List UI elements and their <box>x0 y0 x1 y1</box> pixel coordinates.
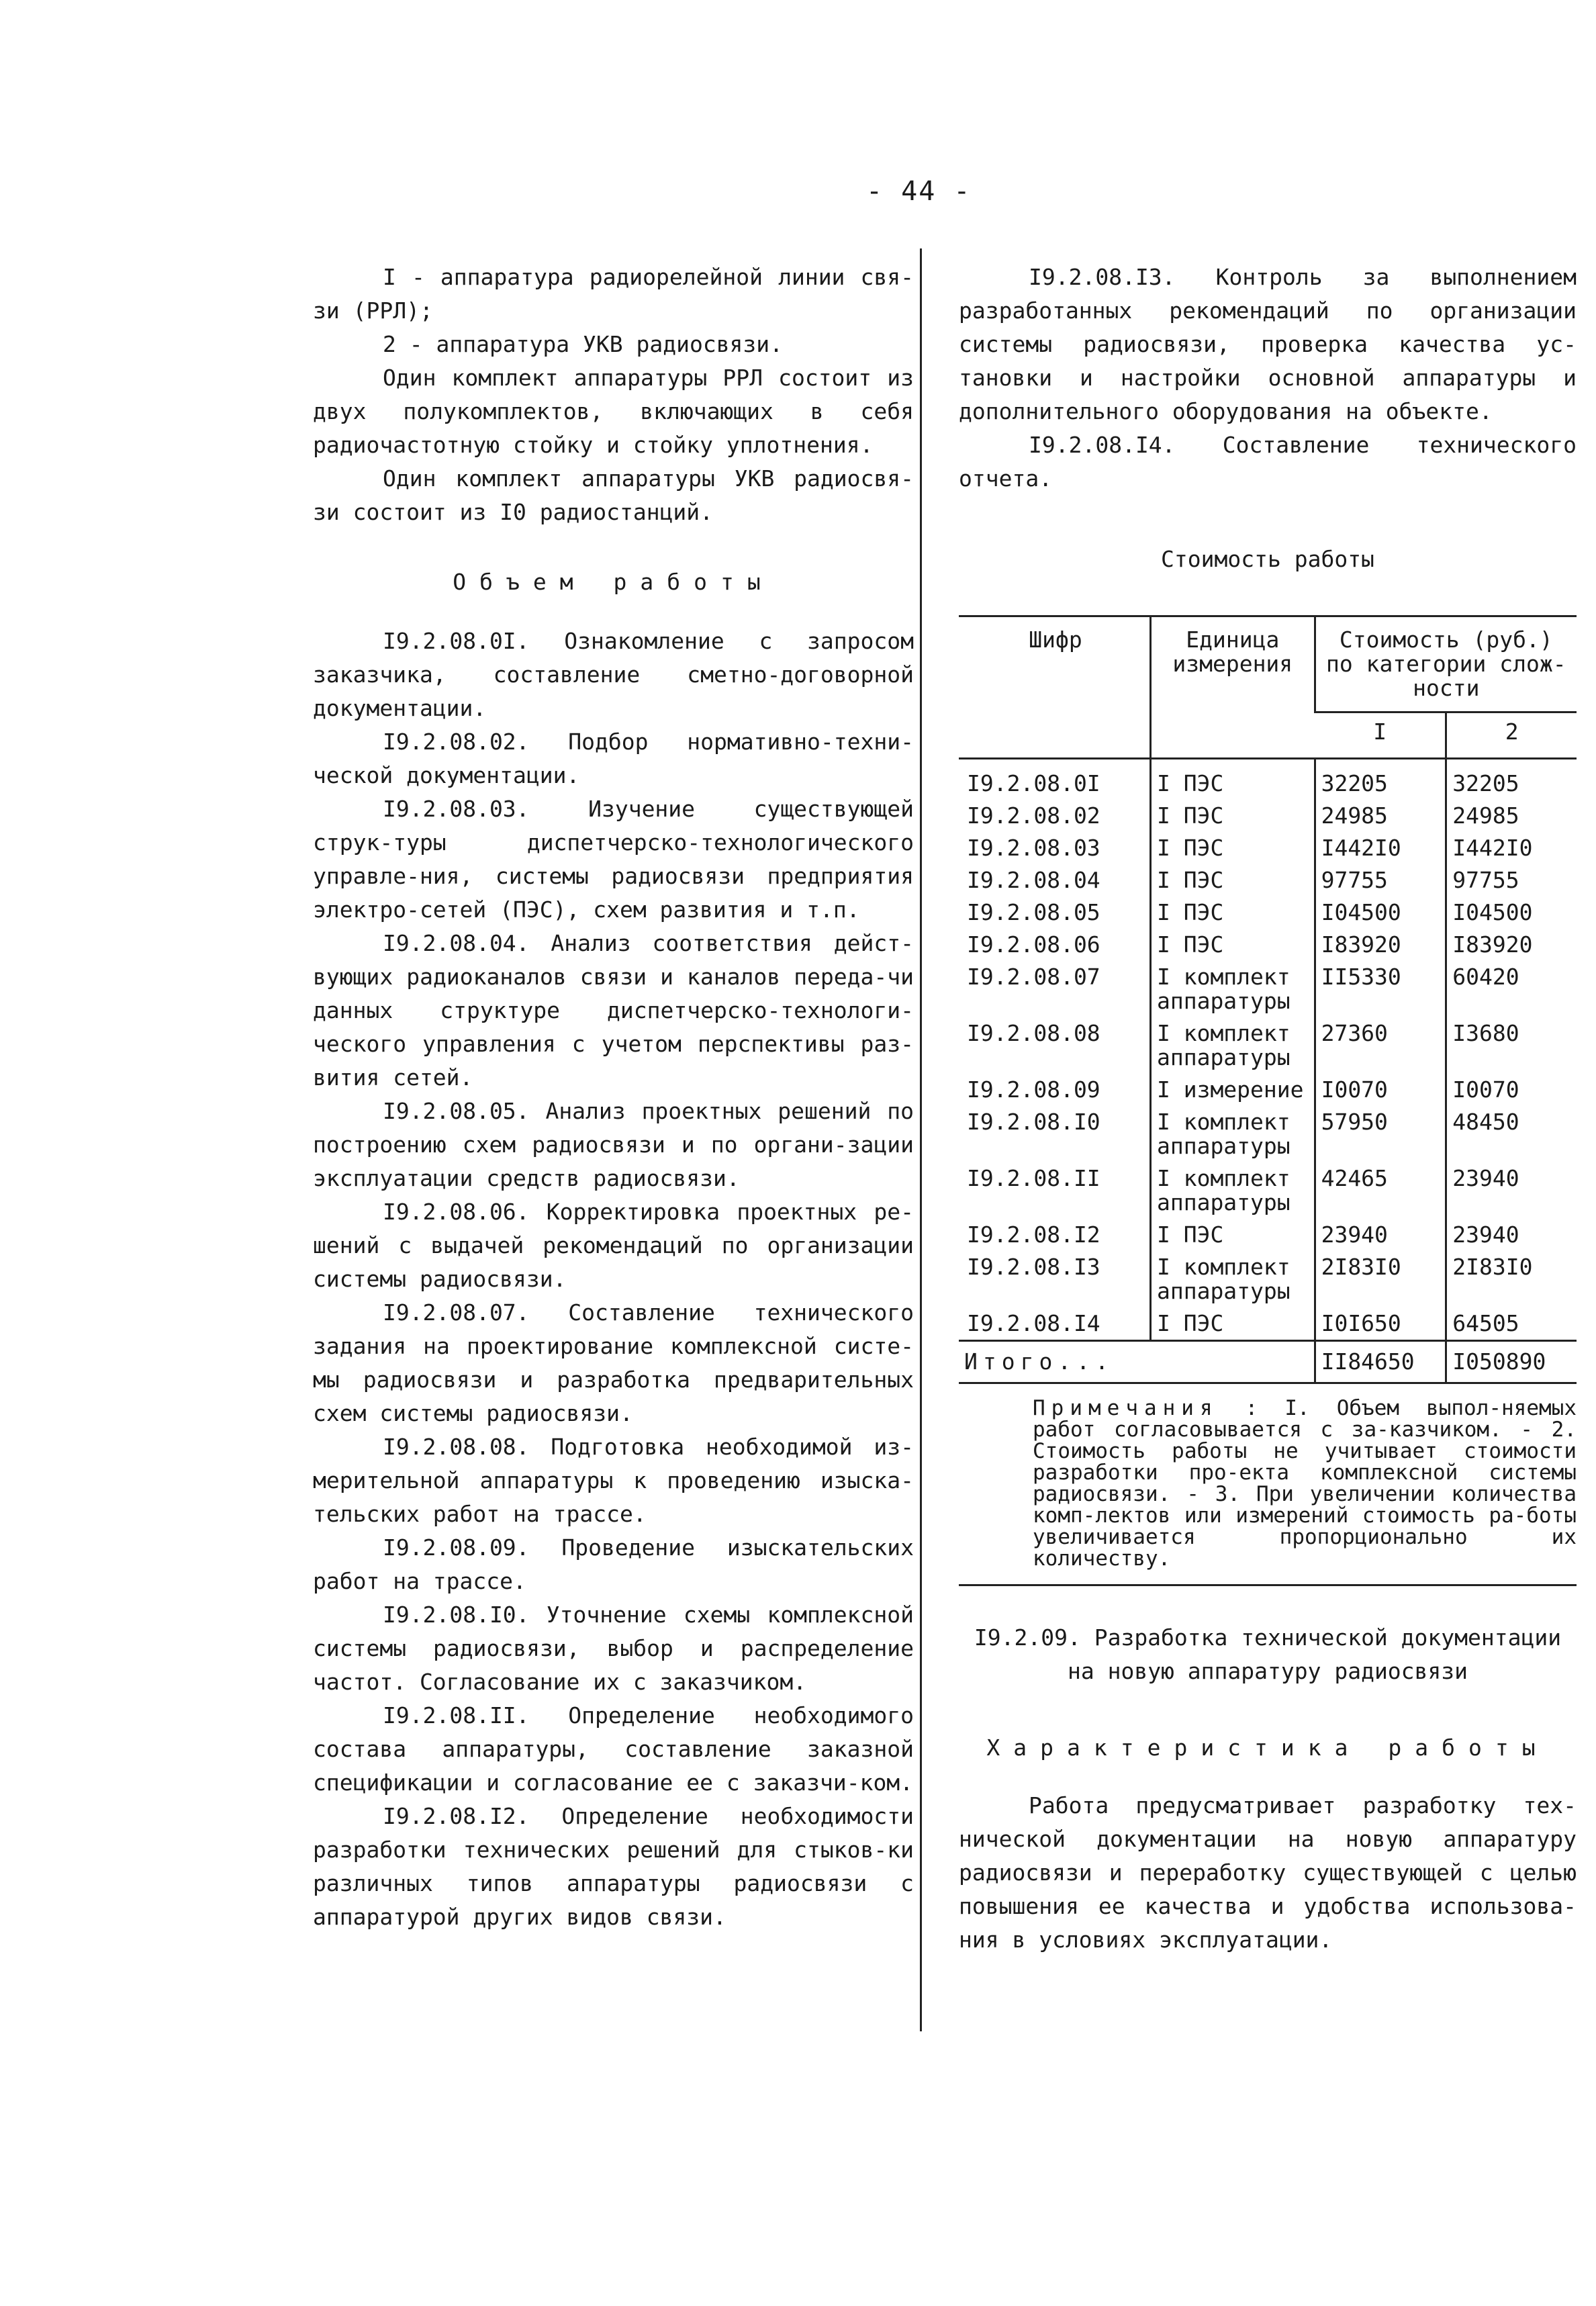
row-cost-category-2: I3680 <box>1446 1017 1577 1074</box>
row-cost-category-1: 2I83I0 <box>1315 1251 1446 1307</box>
intro-paragraph: Один комплект аппаратуры РРЛ состоит из двух полукомплектов, включающих в себя радиочастотную стойку и стойку уплотнения. <box>313 365 914 458</box>
work-item: I9.2.08.04. Анализ соответствия дейст-вующих радиоканалов связи и каналов переда-чи данных структуре диспетчерско-технологи-ческого управления с учетом перспективы раз-вития сетей. <box>313 930 914 1091</box>
work-item: I9.2.08.I4. Составление технического отчета. <box>959 432 1577 492</box>
row-unit: I ПЭС <box>1150 896 1315 929</box>
row-cost-category-1: 42465 <box>1315 1162 1446 1219</box>
work-item: I9.2.08.I0. Уточнение схемы комплексной системы радиосвязи, выбор и распределение частот. Согласование их с заказчиком. <box>313 1602 914 1695</box>
intro-paragraph: Один комплект аппаратуры УКВ радиосвя-зи состоит из I0 радиостанций. <box>313 465 914 525</box>
row-unit: I комплект аппаратуры <box>1150 1106 1315 1162</box>
row-code: I9.2.08.09 <box>967 1076 1100 1103</box>
left-column <box>313 261 914 1934</box>
row-cost-category-1: 24985 <box>1315 800 1446 832</box>
table-row <box>959 832 1577 864</box>
intro-paragraph: I - аппаратура радиорелейной линии свя-зи (РРЛ); <box>313 264 914 324</box>
table-row <box>959 929 1577 961</box>
work-item: I9.2.08.I2. Определение необходимости разработки технических решений для стыков-ки различных типов аппаратуры радиосвязи с аппаратурой других видов связи. <box>313 1803 914 1930</box>
header-cost: Стоимость (руб.) по категории слож-ности <box>1315 617 1577 712</box>
work-item: I9.2.08.08. Подготовка необходимой из-мерительной аппаратуры к проведению изыска-тельских работ на трассе. <box>313 1434 914 1527</box>
row-unit: I ПЭС <box>1150 1219 1315 1251</box>
column-divider <box>920 248 922 2031</box>
row-cost-category-1: 27360 <box>1315 1017 1446 1074</box>
table-row <box>959 1074 1577 1106</box>
subsection-title-line-1: I9.2.09. Разработка технической документации <box>974 1624 1562 1651</box>
section-heading-scope: Объем работы <box>453 569 774 595</box>
table-row <box>959 961 1577 1017</box>
header-unit: Единица измерения <box>1150 617 1315 759</box>
table-row <box>959 1017 1577 1074</box>
cost-table <box>959 617 1577 1384</box>
table-row <box>959 1307 1577 1341</box>
total-category-2: I050890 <box>1446 1341 1577 1383</box>
row-cost-category-2: 48450 <box>1446 1106 1577 1162</box>
row-cost-category-1: I442I0 <box>1315 832 1446 864</box>
work-item: I9.2.08.06. Корректировка проектных ре-шений с выдачей рекомендаций по организации системы радиосвязи. <box>313 1199 914 1292</box>
row-unit: I измерение <box>1150 1074 1315 1106</box>
work-item: I9.2.08.03. Изучение существующей струк-туры диспетчерско-технологического управле-ния, системы радиосвязи предприятия электро-сетей (ПЭС), схем развития и т.п. <box>313 796 914 923</box>
work-item: I9.2.08.09. Проведение изыскательских работ на трассе. <box>313 1534 914 1594</box>
total-category-1: II84650 <box>1315 1341 1446 1383</box>
notes-text: : I. Объем выпол-няемых работ согласовывается с за-казчиком. - 2. Стоимость работы не учитывает стоимости разработки про-екта комплексной системы радиосвязи. - 3. При увеличении количества комп-лектов или измерений стоимость ра-боты увеличивается пропорционально их количеству. <box>1033 1396 1577 1571</box>
table-title: Стоимость работы <box>1161 546 1374 572</box>
row-cost-category-2: I04500 <box>1446 896 1577 929</box>
row-cost-category-2: I442I0 <box>1446 832 1577 864</box>
row-cost-category-1: 97755 <box>1315 864 1446 896</box>
intro-paragraph: 2 - аппаратура УКВ радиосвязи. <box>383 331 784 357</box>
row-unit: I комплект аппаратуры <box>1150 961 1315 1017</box>
table-row <box>959 864 1577 896</box>
table-notes <box>959 1384 1577 1586</box>
row-unit: I ПЭС <box>1150 864 1315 896</box>
row-code: I9.2.08.0I <box>959 759 1150 800</box>
row-code: I9.2.08.02 <box>967 802 1100 829</box>
table-row <box>959 1106 1577 1162</box>
table-row <box>959 1251 1577 1307</box>
subsection-title <box>959 1621 1577 1688</box>
row-code: I9.2.08.07 <box>967 964 1100 990</box>
right-column <box>959 261 1577 1957</box>
row-cost-category-1: I0070 <box>1315 1074 1446 1106</box>
total-label: Итого... <box>959 1341 1315 1383</box>
row-cost-category-2: 97755 <box>1446 864 1577 896</box>
row-unit: I комплект аппаратуры <box>1150 1251 1315 1307</box>
notes-label: Примечания <box>1033 1396 1219 1420</box>
subsection-title-line-2: на новую аппаратуру радиосвязи <box>1067 1658 1468 1684</box>
row-code: I9.2.08.I2 <box>967 1221 1100 1248</box>
row-code: I9.2.08.03 <box>967 835 1100 861</box>
table-row <box>959 800 1577 832</box>
work-item: I9.2.08.II. Определение необходимого состава аппаратуры, составление заказной спецификации и согласование ее с заказчи-ком. <box>313 1702 914 1796</box>
row-code: I9.2.08.I3 <box>967 1254 1100 1280</box>
row-cost-category-2: I83920 <box>1446 929 1577 961</box>
row-cost-category-2: I0070 <box>1446 1074 1577 1106</box>
row-code: I9.2.08.04 <box>967 867 1100 893</box>
row-code: I9.2.08.I0 <box>967 1109 1100 1135</box>
row-unit: I ПЭС <box>1150 1307 1315 1341</box>
table-row <box>959 1162 1577 1219</box>
table-row <box>959 896 1577 929</box>
row-cost-category-1: I04500 <box>1315 896 1446 929</box>
table-row <box>959 1219 1577 1251</box>
row-cost-category-2: 23940 <box>1446 1162 1577 1219</box>
characteristics-text: Работа предусматривает разработку тех-нической документации на новую аппаратуру радиосвязи и переработку существующей с целью повышения ее качества и удобства использова-ния в условиях эксплуатации. <box>959 1792 1577 1953</box>
row-unit: I ПЭС <box>1150 759 1315 800</box>
row-cost-category-2: 32205 <box>1446 759 1577 800</box>
row-unit: I комплект аппаратуры <box>1150 1162 1315 1219</box>
work-item: I9.2.08.07. Составление технического задания на проектирование комплексной систе-мы радиосвязи и разработка предварительных схем системы радиосвязи. <box>313 1299 914 1426</box>
row-code: I9.2.08.06 <box>967 931 1100 958</box>
header-code: Шифр <box>1029 627 1082 653</box>
row-cost-category-1: 32205 <box>1315 759 1446 800</box>
work-item: I9.2.08.05. Анализ проектных решений по построению схем радиосвязи и по органи-зации эксплуатации средств радиосвязи. <box>313 1098 914 1191</box>
row-code: I9.2.08.I4 <box>967 1310 1100 1336</box>
table-row <box>959 759 1577 800</box>
row-code: I9.2.08.II <box>967 1165 1100 1191</box>
page-number: - 44 - <box>866 176 972 207</box>
work-item: I9.2.08.02. Подбор нормативно-техни-ческой документации. <box>313 729 914 788</box>
row-cost-category-1: 23940 <box>1315 1219 1446 1251</box>
row-code: I9.2.08.08 <box>967 1020 1100 1046</box>
row-cost-category-1: II5330 <box>1315 961 1446 1017</box>
row-unit: I ПЭС <box>1150 832 1315 864</box>
total-row <box>959 1341 1577 1383</box>
row-code: I9.2.08.05 <box>967 899 1100 925</box>
row-unit: I ПЭС <box>1150 929 1315 961</box>
work-item: I9.2.08.I3. Контроль за выполнением разработанных рекомендаций по организации системы радиосвязи, проверка качества ус-тановки и настройки основной аппаратуры и дополнительного оборудования на объекте. <box>959 264 1577 424</box>
row-cost-category-2: 24985 <box>1446 800 1577 832</box>
row-cost-category-2: 60420 <box>1446 961 1577 1017</box>
row-cost-category-2: 2I83I0 <box>1446 1251 1577 1307</box>
row-cost-category-2: 64505 <box>1446 1307 1577 1341</box>
row-unit: I комплект аппаратуры <box>1150 1017 1315 1074</box>
work-item: I9.2.08.0I. Ознакомление с запросом заказчика, составление сметно-договорной документации. <box>313 628 914 721</box>
row-unit: I ПЭС <box>1150 800 1315 832</box>
row-cost-category-2: 23940 <box>1446 1219 1577 1251</box>
row-cost-category-1: 57950 <box>1315 1106 1446 1162</box>
row-cost-category-1: I83920 <box>1315 929 1446 961</box>
characteristics-heading: Характеристика работы <box>986 1735 1549 1761</box>
header-category-2: 2 <box>1446 712 1577 759</box>
header-category-1: I <box>1315 712 1446 759</box>
cost-table-body <box>959 759 1577 1341</box>
row-cost-category-1: I0I650 <box>1315 1307 1446 1341</box>
